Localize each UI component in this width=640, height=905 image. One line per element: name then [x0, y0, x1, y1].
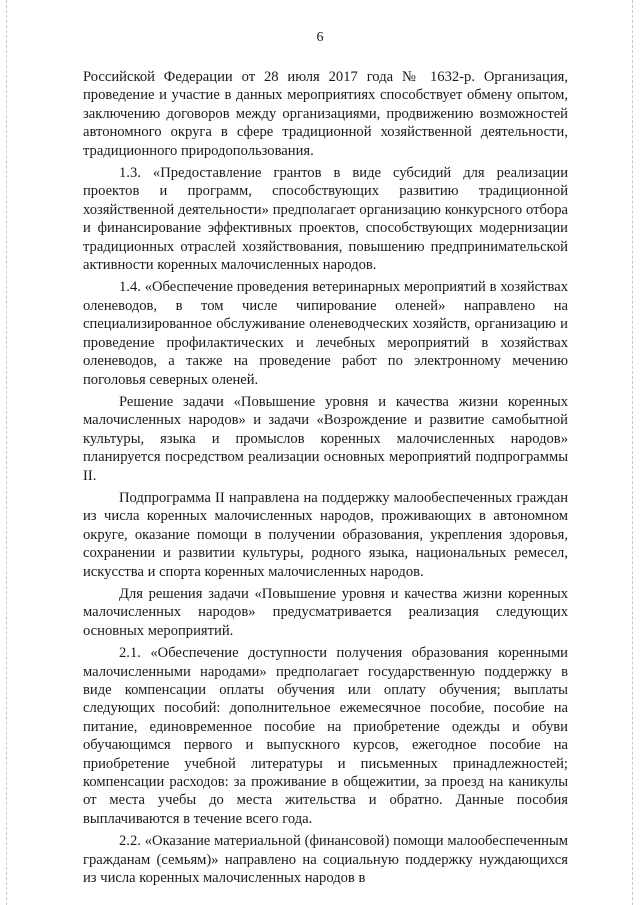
paragraph-continuation: Российской Федерации от 28 июля 2017 года № 1632-р. Организация, проведение и участие в данных мероприятиях способствует обмену опытом, заключению договоров между организациями, продвижению возможностей автономного округа в сфере традиционной хозяйственной деятельности, традиционного природопользования.: [83, 69, 568, 159]
paragraph-subprogram-2: Подпрограмма II направлена на поддержку малообеспеченных граждан из числа коренных малочисленных народов, проживающих в автономном округе, оказание помощи в получении образования, укрепления здоровья, сохранении и развитии культуры, родного языка, национальных ремесел, искусства и спорта коренных малочисленных народов.: [83, 489, 568, 580]
paragraph-task-measures: Для решения задачи «Повышение уровня и качества жизни коренных малочисленных народов» предусматривается реализация следующих основных мероприятий.: [83, 585, 568, 639]
paragraph-item-1-3: 1.3. «Предоставление грантов в виде субсидий для реализации проектов и программ, способствующих развитию традиционной хозяйственной деятельности» предполагает организацию конкурсного отбора и финансирование эффективных проектов, способствующих модернизации традиционных отраслей хозяйствования, повышению предпринимательской активности коренных малочисленных народов.: [83, 165, 568, 274]
paragraph-task-solution: Решение задачи «Повышение уровня и качества жизни коренных малочисленных народов» и задачи «Возрождение и развитие самобытной культуры, языка и промыслов коренных малочисленных народов» планируется посредством реализации основных мероприятий подпрограммы II.: [83, 393, 568, 484]
paragraph-item-2-1: 2.1. «Обеспечение доступности получения образования коренными малочисленными народами» предполагает государственную поддержку в виде компенсации оплаты обучения или оплату обучения; выплаты следующих пособий: дополнительное ежемесячное пособие, пособие на питание, единовременное пособие на приобретение одежды и обуви обучающимся первого и выпускного курсов, ежегодное пособие на приобретение учебной литературы и письменных принадлежностей; компенсации расходов: за проживание в общежитии, за проезд на каникулы от места учебы до места жительства и обратно. Данные пособия выплачиваются в течение всего года.: [83, 645, 568, 827]
paragraph-item-2-2: 2.2. «Оказание материальной (финансовой) помощи малообеспеченным гражданам (семьям)» направлено на социальную поддержку нуждающихся из числа коренных малочисленных народов в: [83, 833, 568, 887]
scan-edge-right: [632, 0, 634, 905]
scan-edge-left: [6, 0, 8, 905]
document-body: [83, 68, 568, 891]
paragraph-item-1-4: 1.4. «Обеспечение проведения ветеринарных мероприятий в хозяйствах оленеводов, в том числе чипирование оленей» направлено на специализированное обслуживание оленеводческих хозяйств, организацию и проведение профилактических и лечебных мероприятий в хозяйствах оленеводов, а также на проведение работ по электронному мечению поголовья северных оленей.: [83, 279, 568, 388]
page-number: 6: [316, 30, 324, 45]
